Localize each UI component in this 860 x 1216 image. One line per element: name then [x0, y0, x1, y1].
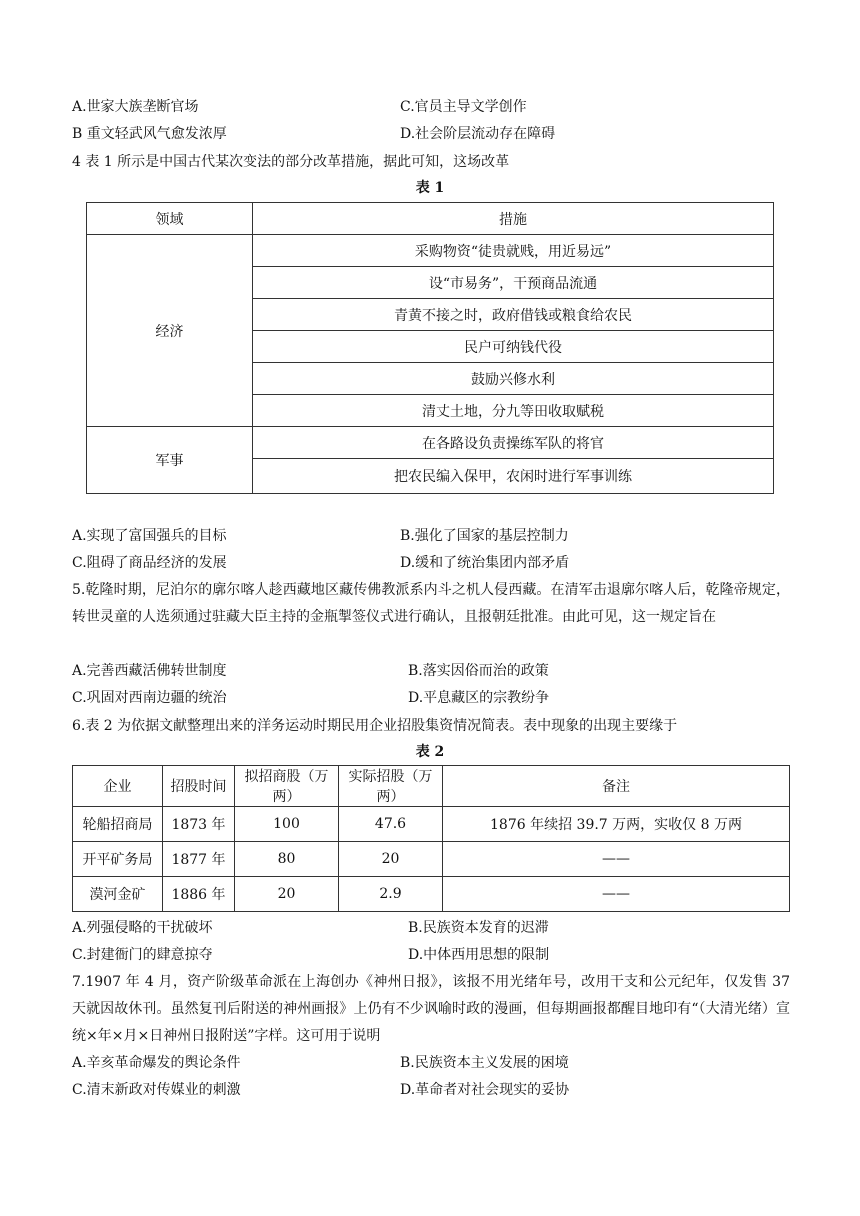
remarks-cell: —— — [443, 877, 790, 912]
q5-option-a: A.完善西藏活佛转世制度 — [72, 663, 227, 679]
header-measures: 措施 — [253, 203, 774, 235]
q6-option-b: B.民族资本发育的迟滞 — [408, 920, 549, 936]
table1-title: 表 1 — [415, 180, 445, 196]
enterprise-cell: 漠河金矿 — [73, 877, 163, 912]
q7-option-b: B.民族资本主义发展的困境 — [400, 1055, 569, 1071]
table-row — [73, 842, 790, 877]
header-enterprise: 企业 — [73, 766, 163, 807]
time-cell: 1877 年 — [163, 842, 235, 877]
q5-option-b: B.落实因俗而治的政策 — [408, 663, 549, 679]
q4-option-b: B.强化了国家的基层控制力 — [400, 528, 569, 544]
q3-option-b: B 重文轻武风气愈发浓厚 — [72, 126, 227, 142]
table-row — [73, 877, 790, 912]
q3-option-d: D.社会阶层流动存在障碍 — [400, 126, 556, 142]
planned-cell: 100 — [235, 807, 339, 842]
actual-cell: 2.9 — [339, 877, 443, 912]
planned-cell: 80 — [235, 842, 339, 877]
enterprise-cell: 轮船招商局 — [73, 807, 163, 842]
table-row — [87, 427, 774, 459]
q6-stem: 6.表 2 为依据文献整理出来的洋务运动时期民用企业招股集资情况简表。表中现象的出现主要缘于 — [72, 718, 678, 734]
q7-option-d: D.革命者对社会现实的妥协 — [400, 1082, 570, 1098]
q5-stem: 5.乾隆时期，尼泊尔的廓尔喀人趁西藏地区藏传佛教派系内斗之机人侵西藏。在清军击退廓尔喀人后，乾隆帝规定，转世灵童的人选须通过驻藏大臣主持的金瓶掣签仪式进行确认，且报朝廷批准。由此可见，这一规定旨在 — [72, 582, 790, 625]
header-planned: 拟招商股（万两） — [235, 766, 339, 807]
table2-title: 表 2 — [415, 744, 445, 760]
actual-cell: 20 — [339, 842, 443, 877]
reform-measures-table — [86, 202, 774, 494]
planned-cell: 20 — [235, 877, 339, 912]
measure-cell: 鼓励兴修水利 — [253, 363, 774, 395]
header-remarks: 备注 — [443, 766, 790, 807]
enterprise-cell: 开平矿务局 — [73, 842, 163, 877]
q7-stem: 7.1907 年 4 月，资产阶级革命派在上海创办《神州日报》，该报不用光绪年号，改用干支和公元纪年，仅发售 37 天就因故休刊。虽然复刊后附送的神州画报》上仍有不少讽喻时政的漫画，但每期画报都醒目地印有“（大清光绪）宣统×年×月×日神州日报附送”字样。这可用于说明 — [72, 974, 790, 1044]
remarks-cell: 1876 年续招 39.7 万两，实收仅 8 万两 — [443, 807, 790, 842]
measure-cell: 在各路设负责操练军队的将官 — [253, 427, 774, 459]
q7-option-a: A.辛亥革命爆发的舆论条件 — [72, 1055, 241, 1071]
time-cell: 1873 年 — [163, 807, 235, 842]
time-cell: 1886 年 — [163, 877, 235, 912]
q4-stem: 4 表 1 所示是中国古代某次变法的部分改革措施，据此可知，这场改革 — [72, 154, 510, 170]
q7-option-c: C.清末新政对传媒业的刺激 — [72, 1082, 241, 1098]
table-header-row — [87, 203, 774, 235]
q6-option-a: A.列强侵略的干扰破坏 — [72, 920, 213, 936]
q3-option-a: A.世家大族垄断官场 — [72, 99, 199, 115]
q5-option-d: D.平息藏区的宗教纷争 — [408, 690, 550, 706]
q3-option-c: C.官员主导文学创作 — [400, 99, 527, 115]
enterprise-fundraising-table — [72, 765, 790, 912]
table-header-row — [73, 766, 790, 807]
header-domain: 领域 — [87, 203, 253, 235]
header-actual: 实际招股（万两） — [339, 766, 443, 807]
measure-cell: 民户可纳钱代役 — [253, 331, 774, 363]
measure-cell: 采购物资“徒贵就贱，用近易远” — [253, 235, 774, 267]
q4-option-c: C.阻碍了商品经济的发展 — [72, 555, 227, 571]
q4-option-d: D.缓和了统治集团内部矛盾 — [400, 555, 570, 571]
header-time: 招股时间 — [163, 766, 235, 807]
q6-option-c: C.封建衙门的肆意掠夺 — [72, 947, 213, 963]
q5-option-c: C.巩固对西南边疆的统治 — [72, 690, 227, 706]
table-row — [73, 807, 790, 842]
measure-cell: 把农民编入保甲，农闲时进行军事训练 — [253, 459, 774, 494]
actual-cell: 47.6 — [339, 807, 443, 842]
measure-cell: 清丈土地，分九等田收取赋税 — [253, 395, 774, 427]
domain-economy: 经济 — [87, 235, 253, 427]
table-row — [87, 235, 774, 267]
q4-option-a: A.实现了富国强兵的目标 — [72, 528, 227, 544]
q6-option-d: D.中体西用思想的限制 — [408, 947, 550, 963]
measure-cell: 青黄不接之时，政府借钱或粮食给农民 — [253, 299, 774, 331]
remarks-cell: —— — [443, 842, 790, 877]
measure-cell: 设“市易务”，干预商品流通 — [253, 267, 774, 299]
domain-military: 军事 — [87, 427, 253, 494]
